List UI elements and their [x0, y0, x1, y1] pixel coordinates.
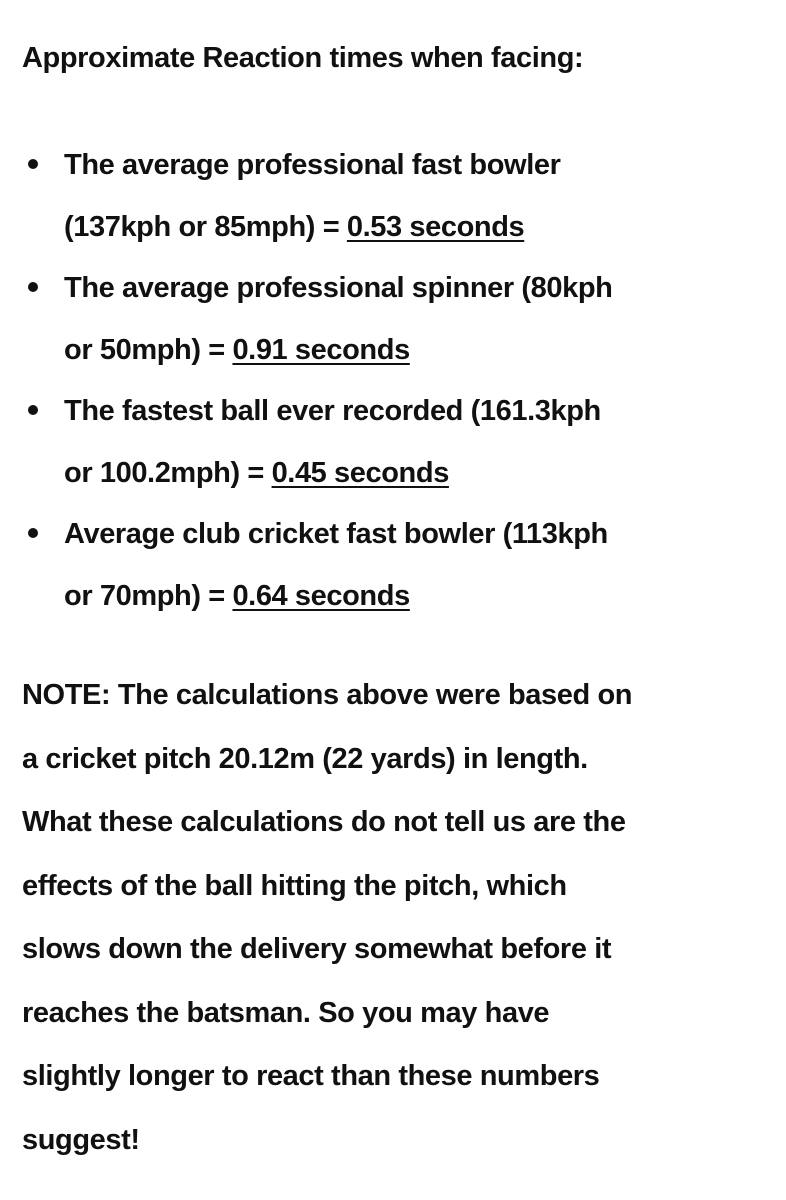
item-speed-text: (137kph or 85mph) =: [64, 211, 347, 243]
note-line: reaches the batsman. So you may have: [22, 996, 550, 1029]
note-paragraph: [22, 664, 772, 1172]
item-line-2: [64, 442, 772, 504]
list-item: [22, 503, 772, 626]
reaction-times-list: [22, 134, 772, 626]
item-speed-text: or 50mph) =: [64, 334, 233, 366]
item-line-2: [64, 565, 772, 627]
note-line: What these calculations do not tell us are the: [22, 806, 626, 838]
item-line-1: Average club cricket fast bowler (113kph: [64, 518, 608, 550]
note-line: suggest!: [22, 1123, 140, 1156]
note-line: slightly longer to react than these numbers: [22, 1060, 600, 1092]
note-line: slows down the delivery somewhat before it: [22, 933, 612, 965]
list-item: [22, 134, 772, 257]
item-line-1: The average professional spinner (80kph: [64, 272, 613, 304]
item-line-2: [64, 319, 772, 381]
note-line: effects of the ball hitting the pitch, which: [22, 869, 567, 902]
note-line: NOTE: The calculations above were based on: [22, 679, 633, 711]
bullet-dot-icon: [28, 282, 38, 292]
item-speed-text: or 70mph) =: [64, 580, 233, 612]
reaction-time-value: 0.64 seconds: [232, 580, 410, 612]
item-speed-text: or 100.2mph) =: [64, 457, 272, 489]
reaction-time-value: 0.45 seconds: [271, 457, 449, 489]
list-item: [22, 380, 772, 503]
item-line-1: The fastest ball ever recorded (161.3kph: [64, 395, 601, 427]
page-heading: Approximate Reaction times when facing:: [22, 42, 584, 74]
bullet-dot-icon: [28, 528, 38, 538]
reaction-time-value: 0.91 seconds: [232, 334, 410, 366]
item-line-1: The average professional fast bowler: [64, 149, 561, 181]
reaction-time-value: 0.53 seconds: [346, 211, 525, 243]
bullet-dot-icon: [28, 159, 38, 169]
note-line: a cricket pitch 20.12m (22 yards) in length.: [22, 742, 588, 775]
bullet-dot-icon: [28, 405, 38, 415]
item-line-2: [64, 196, 772, 258]
list-item: [22, 257, 772, 380]
